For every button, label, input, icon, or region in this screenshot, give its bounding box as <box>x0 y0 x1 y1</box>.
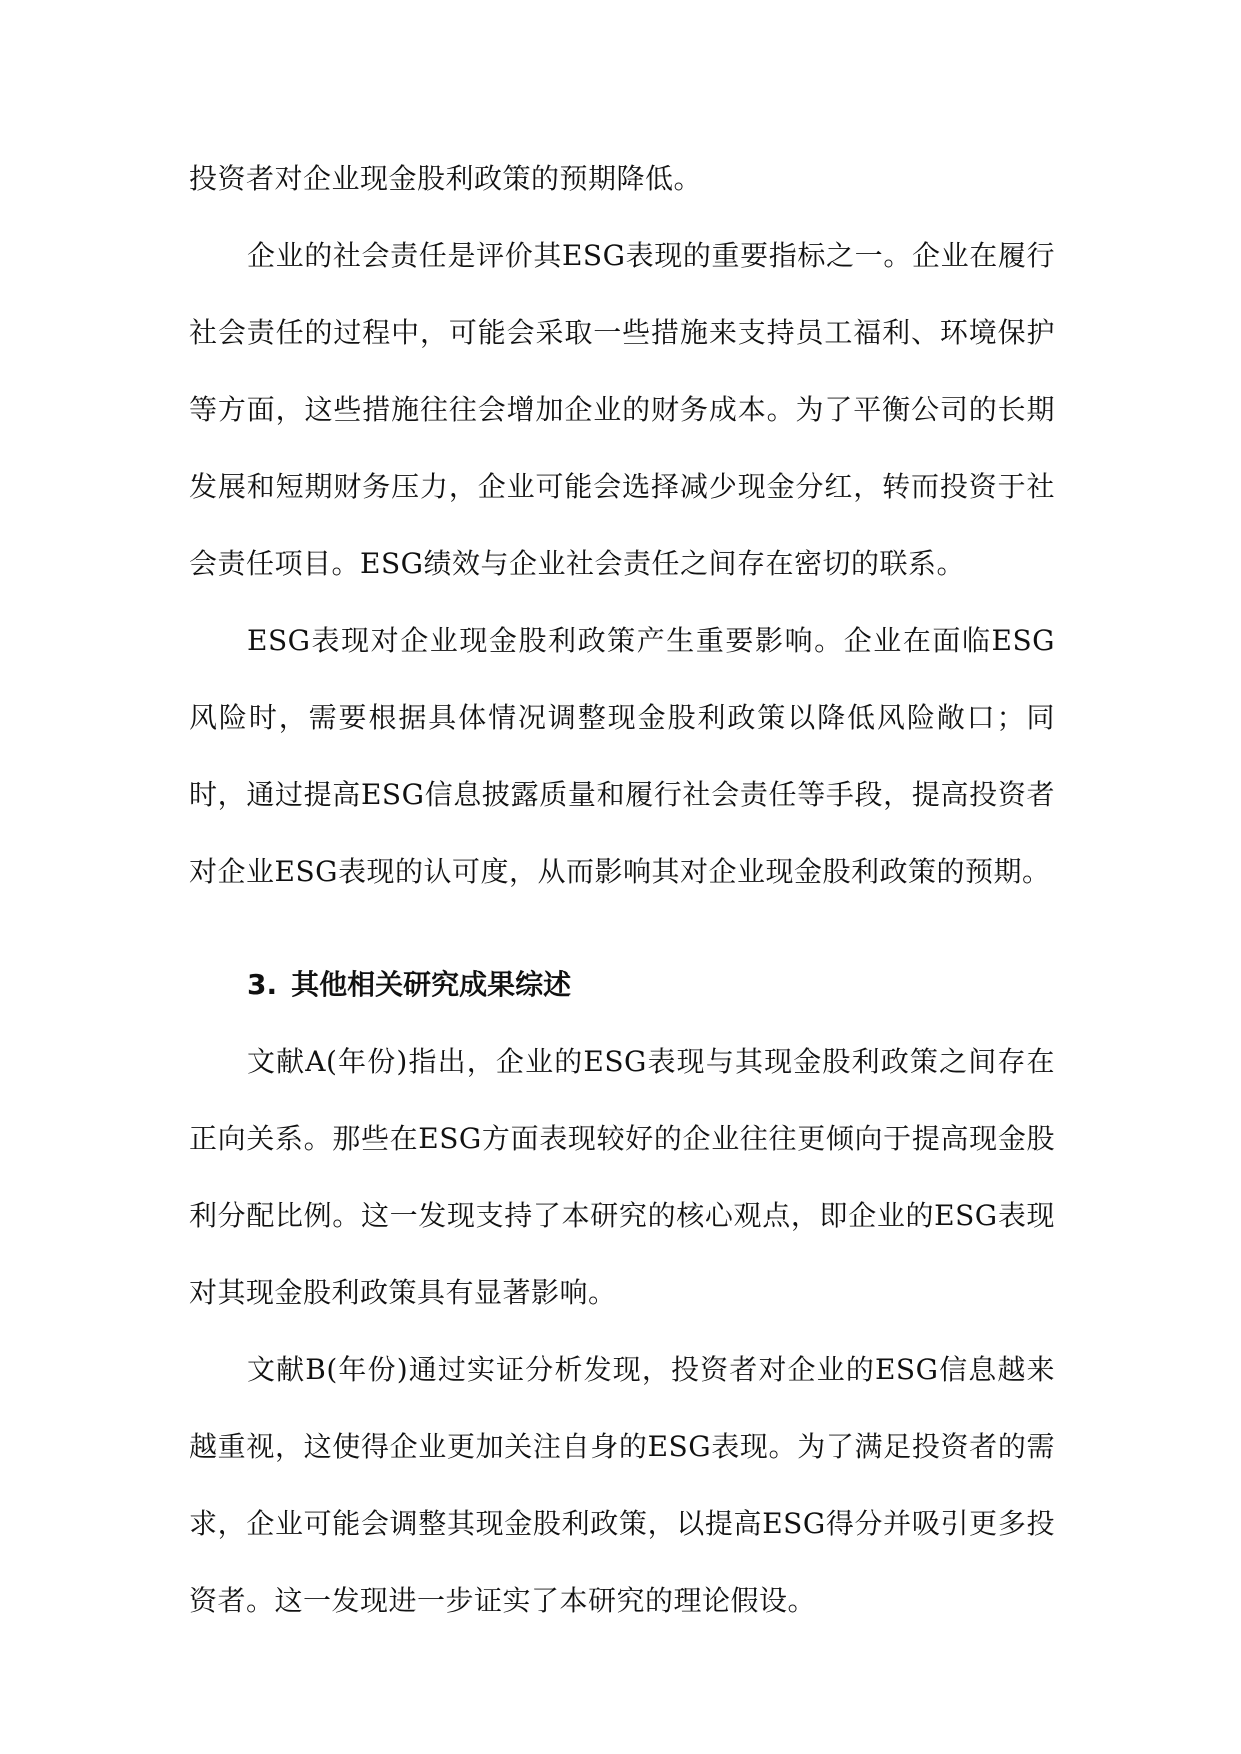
paragraph-continuation: 投资者对企业现金股利政策的预期降低。 <box>189 162 703 195</box>
section-heading <box>189 946 1055 1023</box>
document-page <box>189 140 1055 1639</box>
paragraph-esg-impact: ESG表现对企业现金股利政策产生重要影响。企业在面临ESG风险时，需要根据具体情况调整现金股利政策以降低风险敞口；同时，通过提高ESG信息披露质量和履行社会责任等手段，提高投资者对企业ESG表现的认可度，从而影响其对企业现金股利政策的预期。 <box>189 624 1055 888</box>
section-number: 3. <box>247 968 278 1001</box>
paragraph-literature-b: 文献B(年份)通过实证分析发现，投资者对企业的ESG信息越来越重视，这使得企业更加关注自身的ESG表现。为了满足投资者的需求，企业可能会调整其现金股利政策，以提高ESG得分并吸引更多投资者。这一发现进一步证实了本研究的理论假设。 <box>189 1353 1055 1617</box>
paragraph-literature-a: 文献A(年份)指出，企业的ESG表现与其现金股利政策之间存在正向关系。那些在ESG方面表现较好的企业往往更倾向于提高现金股利分配比例。这一发现支持了本研究的核心观点，即企业的ESG表现对其现金股利政策具有显著影响。 <box>189 1045 1055 1309</box>
paragraph-social-responsibility: 企业的社会责任是评价其ESG表现的重要指标之一。企业在履行社会责任的过程中，可能会采取一些措施来支持员工福利、环境保护等方面，这些措施往往会增加企业的财务成本。为了平衡公司的长期发展和短期财务压力，企业可能会选择减少现金分红，转而投资于社会责任项目。ESG绩效与企业社会责任之间存在密切的联系。 <box>189 239 1055 580</box>
section-title: 其他相关研究成果综述 <box>291 968 572 1001</box>
